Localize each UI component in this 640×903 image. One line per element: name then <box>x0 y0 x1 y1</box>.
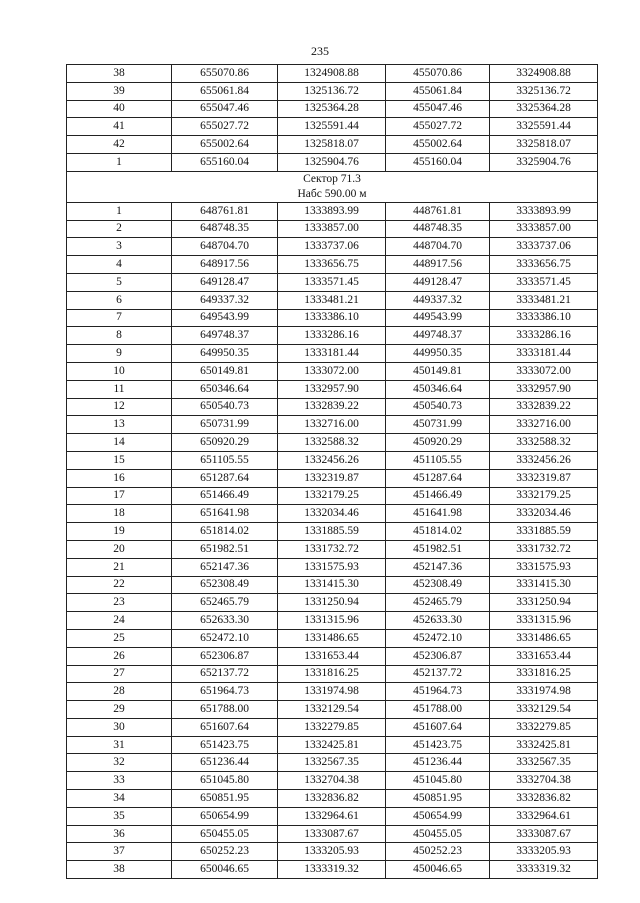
point-number-cell: 2 <box>67 220 172 238</box>
coord-y-cell: 1332964.61 <box>278 807 386 825</box>
coord-x2-cell: 455061.84 <box>386 82 490 100</box>
point-number-cell: 18 <box>67 505 172 523</box>
coord-y-cell: 1332957.90 <box>278 380 386 398</box>
section-title: Сектор 71.3 <box>303 172 361 185</box>
table-row <box>67 647 598 665</box>
coord-y-cell: 1331653.44 <box>278 647 386 665</box>
coord-x2-cell: 451982.51 <box>386 540 490 558</box>
point-number-cell: 38 <box>67 861 172 879</box>
point-number-cell: 40 <box>67 100 172 118</box>
coord-y-cell: 1333893.99 <box>278 202 386 220</box>
coord-x-cell: 652137.72 <box>172 665 278 683</box>
coord-y2-cell: 3332839.22 <box>490 398 598 416</box>
coord-y-cell: 1333571.45 <box>278 273 386 291</box>
coord-x2-cell: 450851.95 <box>386 790 490 808</box>
coord-y2-cell: 3325591.44 <box>490 118 598 136</box>
coord-x-cell: 649337.32 <box>172 291 278 309</box>
coord-y-cell: 1332704.38 <box>278 772 386 790</box>
point-number-cell: 10 <box>67 362 172 380</box>
table-body-bottom <box>67 202 598 878</box>
coord-y2-cell: 3333571.45 <box>490 273 598 291</box>
coord-y2-cell: 3324908.88 <box>490 65 598 83</box>
coord-x2-cell: 451607.64 <box>386 718 490 736</box>
coord-y-cell: 1325904.76 <box>278 153 386 171</box>
coord-y-cell: 1324908.88 <box>278 65 386 83</box>
coord-y2-cell: 3332129.54 <box>490 701 598 719</box>
coord-y2-cell: 3331486.65 <box>490 629 598 647</box>
coord-x2-cell: 451105.55 <box>386 451 490 469</box>
coord-x-cell: 650654.99 <box>172 807 278 825</box>
coord-y2-cell: 3331575.93 <box>490 558 598 576</box>
coord-x-cell: 650346.64 <box>172 380 278 398</box>
coord-x2-cell: 452306.87 <box>386 647 490 665</box>
point-number-cell: 14 <box>67 434 172 452</box>
coord-x-cell: 650149.81 <box>172 362 278 380</box>
section-header-row <box>67 171 598 202</box>
table-row <box>67 718 598 736</box>
coord-x2-cell: 449128.47 <box>386 273 490 291</box>
point-number-cell: 6 <box>67 291 172 309</box>
table-row <box>67 612 598 630</box>
coord-x-cell: 655070.86 <box>172 65 278 83</box>
point-number-cell: 1 <box>67 153 172 171</box>
table-row <box>67 754 598 772</box>
coord-x-cell: 650252.23 <box>172 843 278 861</box>
coord-x-cell: 651982.51 <box>172 540 278 558</box>
coord-y-cell: 1332567.35 <box>278 754 386 772</box>
point-number-cell: 37 <box>67 843 172 861</box>
point-number-cell: 34 <box>67 790 172 808</box>
table-row <box>67 505 598 523</box>
coord-x-cell: 652472.10 <box>172 629 278 647</box>
coord-y2-cell: 3325364.28 <box>490 100 598 118</box>
coord-x2-cell: 450540.73 <box>386 398 490 416</box>
coord-x-cell: 649128.47 <box>172 273 278 291</box>
coord-y2-cell: 3331653.44 <box>490 647 598 665</box>
coord-y-cell: 1331415.30 <box>278 576 386 594</box>
coord-x2-cell: 452137.72 <box>386 665 490 683</box>
coord-x-cell: 651641.98 <box>172 505 278 523</box>
point-number-cell: 27 <box>67 665 172 683</box>
table-row <box>67 362 598 380</box>
coord-x2-cell: 451641.98 <box>386 505 490 523</box>
coord-y-cell: 1331885.59 <box>278 523 386 541</box>
section-header <box>67 171 598 202</box>
coord-x-cell: 651105.55 <box>172 451 278 469</box>
table-row <box>67 825 598 843</box>
coord-x2-cell: 452472.10 <box>386 629 490 647</box>
point-number-cell: 30 <box>67 718 172 736</box>
point-number-cell: 12 <box>67 398 172 416</box>
table-row <box>67 273 598 291</box>
coord-y-cell: 1332456.26 <box>278 451 386 469</box>
coord-x2-cell: 450731.99 <box>386 416 490 434</box>
point-number-cell: 24 <box>67 612 172 630</box>
coord-y2-cell: 3332588.32 <box>490 434 598 452</box>
table-row <box>67 434 598 452</box>
coord-x2-cell: 451287.64 <box>386 469 490 487</box>
table-row <box>67 136 598 154</box>
point-number-cell: 20 <box>67 540 172 558</box>
table-row <box>67 202 598 220</box>
coord-y-cell: 1331486.65 <box>278 629 386 647</box>
table-row <box>67 772 598 790</box>
coord-y2-cell: 3332425.81 <box>490 736 598 754</box>
table-row <box>67 576 598 594</box>
coord-y-cell: 1333286.16 <box>278 327 386 345</box>
point-number-cell: 8 <box>67 327 172 345</box>
coord-x-cell: 648761.81 <box>172 202 278 220</box>
coord-y2-cell: 3325904.76 <box>490 153 598 171</box>
coord-y2-cell: 3332704.38 <box>490 772 598 790</box>
coord-x-cell: 649950.35 <box>172 345 278 363</box>
coord-y2-cell: 3331415.30 <box>490 576 598 594</box>
coord-y2-cell: 3333656.75 <box>490 256 598 274</box>
coord-x-cell: 650920.29 <box>172 434 278 452</box>
page-number: 235 <box>311 44 329 58</box>
coord-x2-cell: 451466.49 <box>386 487 490 505</box>
coord-x-cell: 651964.73 <box>172 683 278 701</box>
coord-x2-cell: 451788.00 <box>386 701 490 719</box>
coord-y2-cell: 3331315.96 <box>490 612 598 630</box>
coord-x2-cell: 448761.81 <box>386 202 490 220</box>
coord-x-cell: 650540.73 <box>172 398 278 416</box>
coord-x2-cell: 452465.79 <box>386 594 490 612</box>
coord-y-cell: 1331732.72 <box>278 540 386 558</box>
table-row <box>67 416 598 434</box>
coord-x2-cell: 455047.46 <box>386 100 490 118</box>
coord-y2-cell: 3333286.16 <box>490 327 598 345</box>
table-row <box>67 118 598 136</box>
table-row <box>67 398 598 416</box>
table-row <box>67 309 598 327</box>
coord-x-cell: 655061.84 <box>172 82 278 100</box>
coord-x2-cell: 451045.80 <box>386 772 490 790</box>
coord-y-cell: 1331250.94 <box>278 594 386 612</box>
point-number-cell: 41 <box>67 118 172 136</box>
coord-y-cell: 1332279.85 <box>278 718 386 736</box>
coord-x-cell: 651788.00 <box>172 701 278 719</box>
coord-x-cell: 650731.99 <box>172 416 278 434</box>
coord-x-cell: 655002.64 <box>172 136 278 154</box>
coord-y2-cell: 3332964.61 <box>490 807 598 825</box>
point-number-cell: 16 <box>67 469 172 487</box>
coord-x-cell: 655160.04 <box>172 153 278 171</box>
coord-y-cell: 1333181.44 <box>278 345 386 363</box>
coord-y-cell: 1331575.93 <box>278 558 386 576</box>
table-row <box>67 469 598 487</box>
point-number-cell: 35 <box>67 807 172 825</box>
point-number-cell: 4 <box>67 256 172 274</box>
coord-x-cell: 651287.64 <box>172 469 278 487</box>
point-number-cell: 21 <box>67 558 172 576</box>
coord-x2-cell: 452633.30 <box>386 612 490 630</box>
point-number-cell: 36 <box>67 825 172 843</box>
coord-x-cell: 648748.35 <box>172 220 278 238</box>
table-body-top <box>67 65 598 172</box>
coord-x-cell: 652308.49 <box>172 576 278 594</box>
coord-y2-cell: 3332319.87 <box>490 469 598 487</box>
coord-x2-cell: 450920.29 <box>386 434 490 452</box>
table-row <box>67 100 598 118</box>
coord-x2-cell: 449748.37 <box>386 327 490 345</box>
coord-y2-cell: 3332034.46 <box>490 505 598 523</box>
point-number-cell: 38 <box>67 65 172 83</box>
table-row <box>67 594 598 612</box>
coord-y-cell: 1332179.25 <box>278 487 386 505</box>
coord-x-cell: 652465.79 <box>172 594 278 612</box>
table-row <box>67 790 598 808</box>
coord-x2-cell: 448917.56 <box>386 256 490 274</box>
coord-y2-cell: 3333857.00 <box>490 220 598 238</box>
coord-y-cell: 1332425.81 <box>278 736 386 754</box>
coord-y-cell: 1332588.32 <box>278 434 386 452</box>
point-number-cell: 32 <box>67 754 172 772</box>
coord-x2-cell: 451236.44 <box>386 754 490 772</box>
coord-y2-cell: 3332716.00 <box>490 416 598 434</box>
table-row <box>67 736 598 754</box>
point-number-cell: 15 <box>67 451 172 469</box>
coord-x-cell: 651045.80 <box>172 772 278 790</box>
coord-x-cell: 650046.65 <box>172 861 278 879</box>
coord-x-cell: 651236.44 <box>172 754 278 772</box>
coord-y2-cell: 3333481.21 <box>490 291 598 309</box>
coord-y-cell: 1331816.25 <box>278 665 386 683</box>
coord-y-cell: 1333386.10 <box>278 309 386 327</box>
coord-x-cell: 652306.87 <box>172 647 278 665</box>
point-number-cell: 23 <box>67 594 172 612</box>
point-number-cell: 29 <box>67 701 172 719</box>
coord-x2-cell: 450654.99 <box>386 807 490 825</box>
coord-x2-cell: 451814.02 <box>386 523 490 541</box>
coord-y2-cell: 3333205.93 <box>490 843 598 861</box>
coord-y-cell: 1325818.07 <box>278 136 386 154</box>
table-row <box>67 487 598 505</box>
coord-x-cell: 649543.99 <box>172 309 278 327</box>
coord-x-cell: 652147.36 <box>172 558 278 576</box>
coord-x2-cell: 448704.70 <box>386 238 490 256</box>
coord-y2-cell: 3332567.35 <box>490 754 598 772</box>
coord-x2-cell: 452147.36 <box>386 558 490 576</box>
point-number-cell: 9 <box>67 345 172 363</box>
coord-y-cell: 1332129.54 <box>278 701 386 719</box>
coord-y2-cell: 3333893.99 <box>490 202 598 220</box>
point-number-cell: 26 <box>67 647 172 665</box>
coord-x-cell: 655047.46 <box>172 100 278 118</box>
coord-y-cell: 1325591.44 <box>278 118 386 136</box>
point-number-cell: 1 <box>67 202 172 220</box>
coord-y2-cell: 3333072.00 <box>490 362 598 380</box>
table-row <box>67 843 598 861</box>
table-row <box>67 629 598 647</box>
coord-y-cell: 1333205.93 <box>278 843 386 861</box>
coord-x-cell: 651466.49 <box>172 487 278 505</box>
coord-y2-cell: 3325136.72 <box>490 82 598 100</box>
coord-y-cell: 1333072.00 <box>278 362 386 380</box>
table-row <box>67 523 598 541</box>
table-row <box>67 665 598 683</box>
coord-y2-cell: 3331250.94 <box>490 594 598 612</box>
coord-x-cell: 651607.64 <box>172 718 278 736</box>
table-row <box>67 683 598 701</box>
coord-y-cell: 1333481.21 <box>278 291 386 309</box>
table-row <box>67 558 598 576</box>
table-row <box>67 238 598 256</box>
point-number-cell: 22 <box>67 576 172 594</box>
table-row <box>67 540 598 558</box>
coord-x2-cell: 451964.73 <box>386 683 490 701</box>
coord-x2-cell: 450455.05 <box>386 825 490 843</box>
coord-y-cell: 1332839.22 <box>278 398 386 416</box>
section-header-cell <box>67 171 598 202</box>
coord-y2-cell: 3332957.90 <box>490 380 598 398</box>
coord-y2-cell: 3333181.44 <box>490 345 598 363</box>
coord-x2-cell: 452308.49 <box>386 576 490 594</box>
table-row <box>67 291 598 309</box>
coord-y-cell: 1331315.96 <box>278 612 386 630</box>
coord-x-cell: 651423.75 <box>172 736 278 754</box>
table-row <box>67 220 598 238</box>
coord-y2-cell: 3333737.06 <box>490 238 598 256</box>
point-number-cell: 5 <box>67 273 172 291</box>
coord-y-cell: 1331974.98 <box>278 683 386 701</box>
point-number-cell: 33 <box>67 772 172 790</box>
table-row <box>67 807 598 825</box>
point-number-cell: 17 <box>67 487 172 505</box>
point-number-cell: 19 <box>67 523 172 541</box>
coord-y2-cell: 3332456.26 <box>490 451 598 469</box>
point-number-cell: 13 <box>67 416 172 434</box>
coord-x2-cell: 449337.32 <box>386 291 490 309</box>
coord-x-cell: 648704.70 <box>172 238 278 256</box>
table-row <box>67 82 598 100</box>
coord-x-cell: 655027.72 <box>172 118 278 136</box>
coord-y2-cell: 3331974.98 <box>490 683 598 701</box>
point-number-cell: 7 <box>67 309 172 327</box>
table-row <box>67 65 598 83</box>
section-subtitle: Набс 590.00 м <box>297 187 367 200</box>
table-row <box>67 256 598 274</box>
point-number-cell: 42 <box>67 136 172 154</box>
coord-x-cell: 649748.37 <box>172 327 278 345</box>
table-row <box>67 451 598 469</box>
coord-y2-cell: 3333386.10 <box>490 309 598 327</box>
coord-y2-cell: 3332836.82 <box>490 790 598 808</box>
coord-y2-cell: 3333319.32 <box>490 861 598 879</box>
coord-y-cell: 1333857.00 <box>278 220 386 238</box>
coord-x-cell: 651814.02 <box>172 523 278 541</box>
coord-x-cell: 648917.56 <box>172 256 278 274</box>
coord-x2-cell: 450346.64 <box>386 380 490 398</box>
coord-x-cell: 652633.30 <box>172 612 278 630</box>
coord-x2-cell: 455027.72 <box>386 118 490 136</box>
coord-x2-cell: 449543.99 <box>386 309 490 327</box>
table-row <box>67 380 598 398</box>
table-row <box>67 153 598 171</box>
coord-x2-cell: 450149.81 <box>386 362 490 380</box>
coord-x2-cell: 451423.75 <box>386 736 490 754</box>
coord-x2-cell: 448748.35 <box>386 220 490 238</box>
coord-y2-cell: 3332179.25 <box>490 487 598 505</box>
coord-y-cell: 1332716.00 <box>278 416 386 434</box>
table-row <box>67 861 598 879</box>
coord-x-cell: 650455.05 <box>172 825 278 843</box>
coord-y2-cell: 3331732.72 <box>490 540 598 558</box>
coord-y-cell: 1333737.06 <box>278 238 386 256</box>
coord-x2-cell: 455070.86 <box>386 65 490 83</box>
coord-y2-cell: 3333087.67 <box>490 825 598 843</box>
point-number-cell: 25 <box>67 629 172 647</box>
point-number-cell: 28 <box>67 683 172 701</box>
coord-y-cell: 1333087.67 <box>278 825 386 843</box>
coord-x2-cell: 455002.64 <box>386 136 490 154</box>
coord-x2-cell: 449950.35 <box>386 345 490 363</box>
coord-x2-cell: 450252.23 <box>386 843 490 861</box>
table-row <box>67 345 598 363</box>
coord-y2-cell: 3331816.25 <box>490 665 598 683</box>
coord-y-cell: 1332034.46 <box>278 505 386 523</box>
coord-y-cell: 1333319.32 <box>278 861 386 879</box>
coord-x2-cell: 450046.65 <box>386 861 490 879</box>
coord-y-cell: 1333656.75 <box>278 256 386 274</box>
coordinates-table <box>66 64 598 879</box>
table-row <box>67 701 598 719</box>
table-row <box>67 327 598 345</box>
coord-x2-cell: 455160.04 <box>386 153 490 171</box>
coord-y-cell: 1332836.82 <box>278 790 386 808</box>
coord-y2-cell: 3331885.59 <box>490 523 598 541</box>
point-number-cell: 3 <box>67 238 172 256</box>
point-number-cell: 39 <box>67 82 172 100</box>
coord-y2-cell: 3325818.07 <box>490 136 598 154</box>
coord-y-cell: 1325136.72 <box>278 82 386 100</box>
point-number-cell: 11 <box>67 380 172 398</box>
coord-x-cell: 650851.95 <box>172 790 278 808</box>
coord-y-cell: 1332319.87 <box>278 469 386 487</box>
point-number-cell: 31 <box>67 736 172 754</box>
coord-y-cell: 1325364.28 <box>278 100 386 118</box>
coord-y2-cell: 3332279.85 <box>490 718 598 736</box>
